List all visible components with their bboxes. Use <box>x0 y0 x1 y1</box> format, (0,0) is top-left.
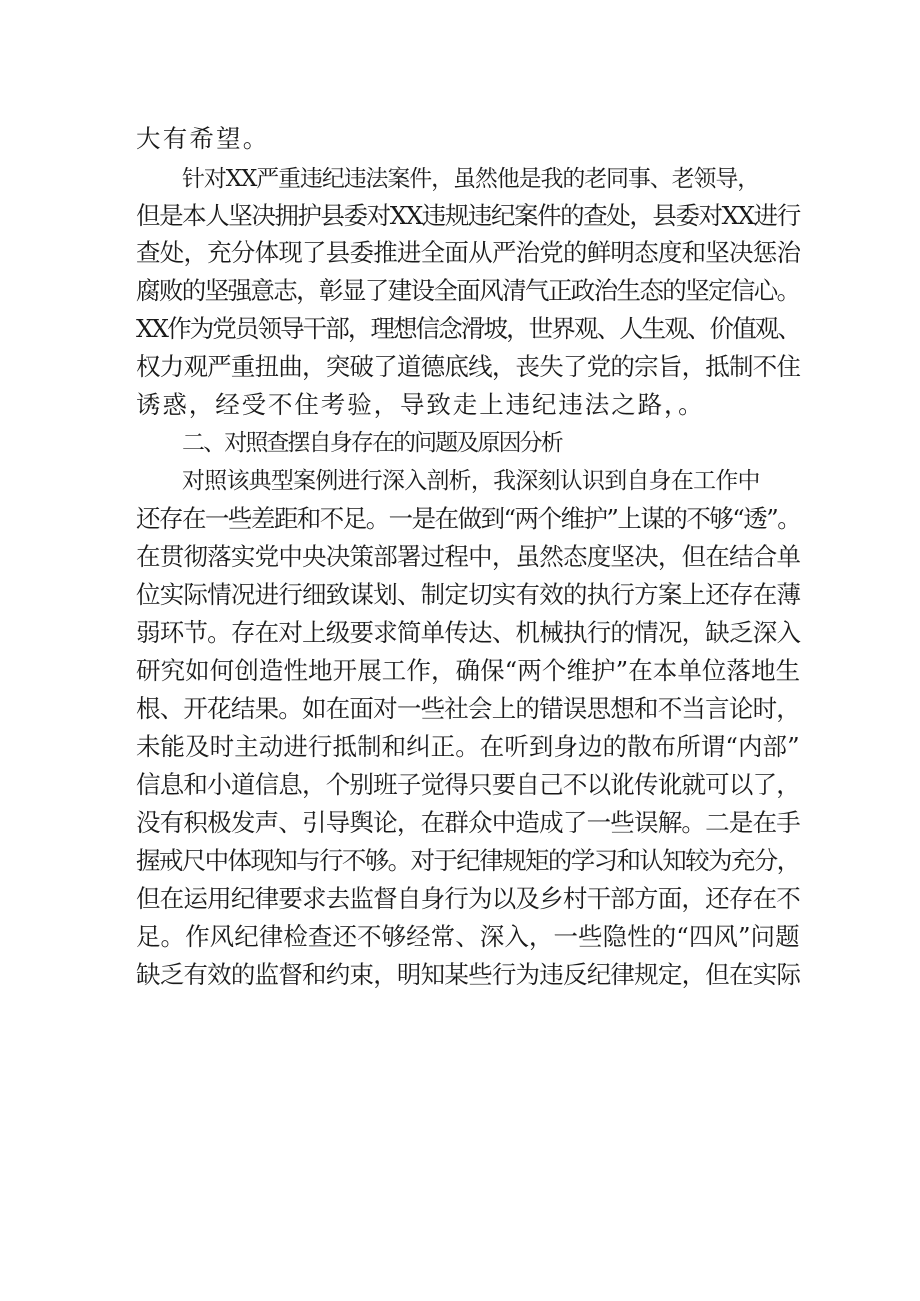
paragraph-start-line: 对照该典型案例进行深入剖析，我深刻认识到自身在工作中 <box>182 468 760 494</box>
paragraph-start-line: 针对XX严重违纪违法案件，虽然他是我的老同事、老领导， <box>182 166 760 192</box>
text-line: 握戒尺中体现知与行不够。对于纪律规矩的学习和认知较为充分， <box>136 846 800 875</box>
text-line: 查处，充分体现了县委推进全面从严治党的鲜明态度和坚决惩治 <box>136 238 801 267</box>
text-line: 弱环节。存在对上级要求简单传达、机械执行的情况，缺乏深入 <box>136 618 801 647</box>
text-line: 根、开花结果。如在面对一些社会上的错误思想和不当言论时， <box>136 694 800 723</box>
text-line: 诱惑，经受不住考验，导致走上违纪违法之路，。 <box>136 390 705 419</box>
text-line: 权力观严重扭曲，突破了道德底线，丧失了党的宗旨，抵制不住 <box>136 352 801 381</box>
text-line: 但是本人坚决拥护县委对XX违规违纪案件的查处，县委对XX进行 <box>136 201 800 230</box>
text-line: 位实际情况进行细致谋划、制定切实有效的执行方案上还存在薄 <box>136 580 801 609</box>
text-line: 在贯彻落实党中央决策部署过程中，虽然态度坚决，但在结合单 <box>136 542 801 571</box>
text-line: 未能及时主动进行抵制和纠正。在听到身边的散布所谓“内部” <box>136 732 800 761</box>
text-line: 研究如何创造性地开展工作，确保“两个维护”在本单位落地生 <box>136 656 801 685</box>
text-line: 缺乏有效的监督和约束，明知某些行为违反纪律规定，但在实际 <box>136 960 801 989</box>
text-line: 还存在一些差距和不足。一是在做到“两个维护”上谋的不够“透”。 <box>136 504 801 533</box>
text-line: 但在运用纪律要求去监督自身行为以及乡村干部方面，还存在不 <box>136 884 800 913</box>
text-line: 信息和小道信息，个别班子觉得只要自己不以讹传讹就可以了， <box>136 770 800 799</box>
text-line: 没有积极发声、引导舆论，在群众中造成了一些误解。二是在手 <box>136 808 800 837</box>
text-line: 足。作风纪律检查还不够经常、深入，一些隐性的“四风”问题 <box>136 922 800 951</box>
text-line: 腐败的坚强意志，彰显了建设全面风清气正政治生态的坚定信心。 <box>136 276 800 305</box>
section-heading: 二、对照查摆自身存在的问题及原因分析 <box>182 430 562 456</box>
text-line: 大有希望。 <box>136 124 270 153</box>
text-line: XX作为党员领导干部，理想信念滑坡，世界观、人生观、价值观、 <box>136 314 800 343</box>
